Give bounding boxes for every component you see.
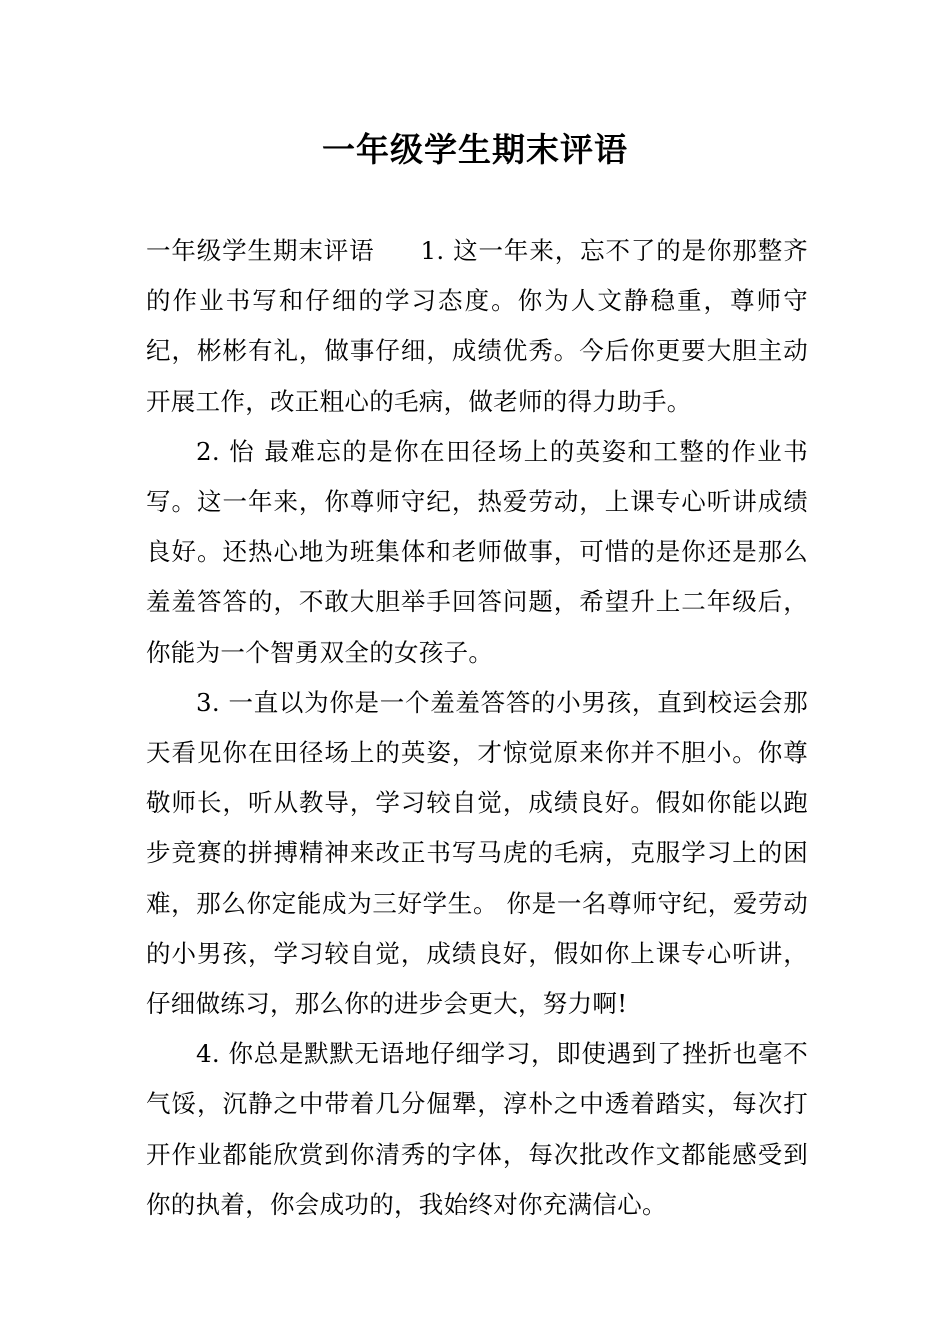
- paragraph-1: [146, 226, 808, 427]
- paragraph-1-text: 1. 这一年来，忘不了的是你那整齐的作业书写和仔细的学习态度。你为人文静稳重，尊师守纪，彬彬有礼，做事仔细，成绩优秀。今后你更要大胆主动开展工作，改正粗心的毛病，做老师的得力助手。: [146, 236, 808, 416]
- paragraph-3: 3. 一直以为你是一个羞羞答答的小男孩，直到校运会那天看见你在田径场上的英姿，才惊觉原来你并不胆小。你尊敬师长，听从教导，学习较自觉，成绩良好。假如你能以跑步竞赛的拼搏精神来改正书写马虎的毛病，克服学习上的困难，那么你定能成为三好学生。 你是一名尊师守纪，爱劳动的小男孩，学习较自觉，成绩良好，假如你上课专心听讲，仔细做练习，那么你的进步会更大，努力啊!: [146, 687, 808, 1019]
- paragraph-4: 4. 你总是默默无语地仔细学习，即使遇到了挫折也毫不气馁，沉静之中带着几分倔犟，淳朴之中透着踏实，每次打开作业都能欣赏到你清秀的字体，每次批改作文都能感受到你的执着，你会成功的，我始终对你充满信心。: [146, 1039, 808, 1219]
- document-title: 一年级学生期末评语: [322, 130, 628, 169]
- document-body: [146, 226, 808, 1230]
- paragraph-2: 2. 怡 最难忘的是你在田径场上的英姿和工整的作业书写。这一年来，你尊师守纪，热爱劳动，上课专心听讲成绩良好。还热心地为班集体和老师做事，可惜的是你还是那么羞羞答答的，不敢大胆举手回答问题，希望升上二年级后，你能为一个智勇双全的女孩子。: [146, 436, 808, 667]
- intro-label: 一年级学生期末评语: [146, 236, 375, 265]
